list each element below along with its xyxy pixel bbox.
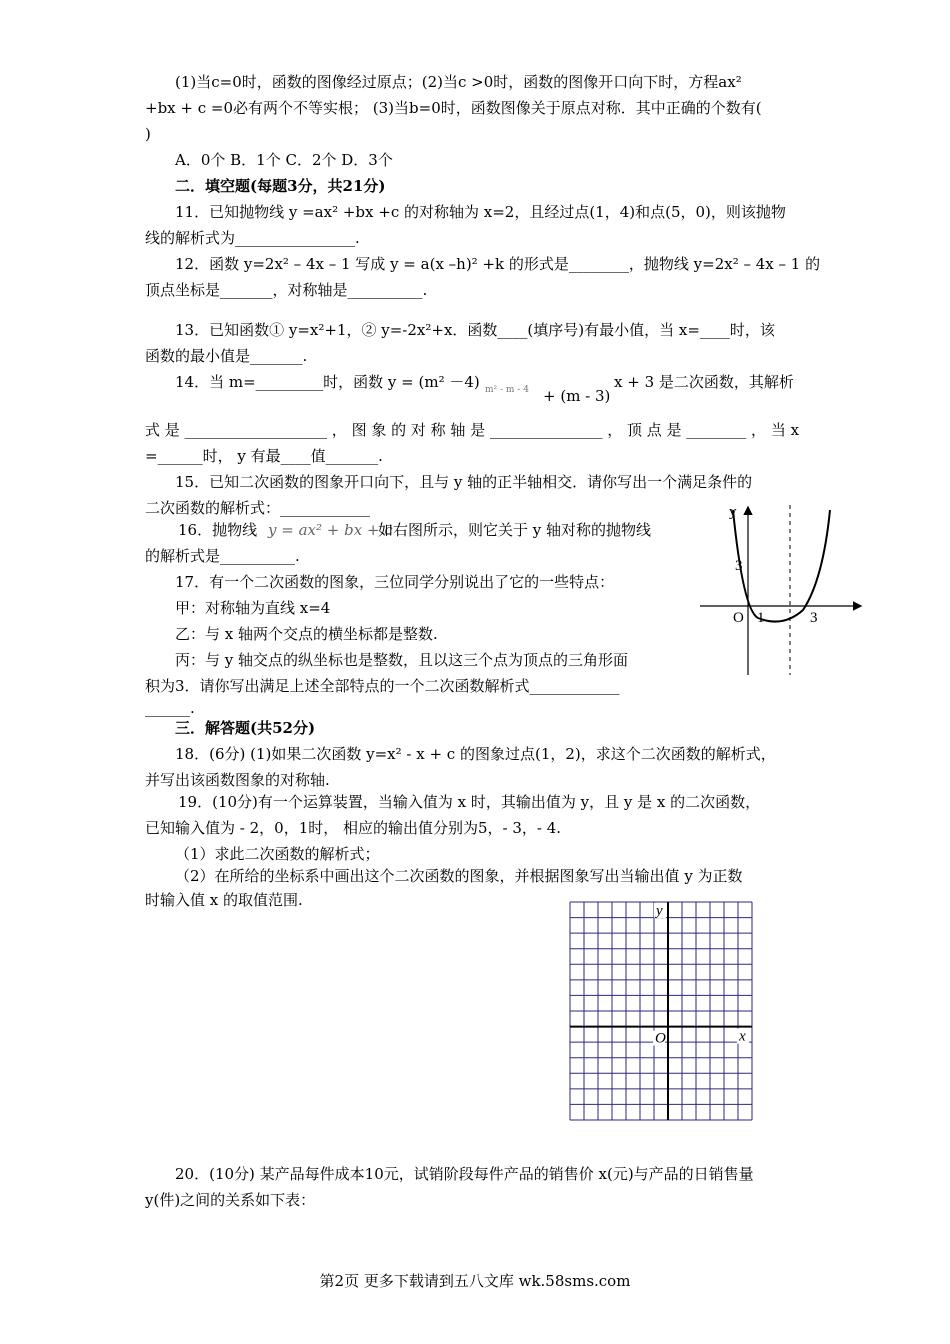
q19-sub2b: 时输入值 x 的取值范围. [145, 891, 303, 909]
q14-line1c: x + 3 是二次函数，其解析 [614, 373, 794, 391]
q14-exponent: m² - m - 4 [485, 385, 529, 395]
q10-options: A．0个 B．1个 C．2个 D．3个 [175, 151, 393, 169]
q14-line1a: 14．当 m=_________时，函数 y = (m² －4) [175, 373, 480, 391]
q12-line1: 12．函数 y=2x² – 4x – 1 写成 y = a(x –h)² +k 的形式是________，抛物线 y=2x² – 4x – 1 的 [175, 255, 821, 273]
q18-line2: 并写出该函数图象的对称轴. [145, 771, 330, 789]
q20-line1: 20．(10分) 某产品每件成本10元，试销阶段每件产品的销售价 x(元)与产品的日销售量 [175, 1165, 754, 1183]
q10-line2: +bx + c =0必有两个不等实根； (3)当b=0时，函数图像关于原点对称．其中正确的个数有( [145, 99, 762, 117]
q16-formula: y = ax² + bx + c [268, 521, 393, 539]
coordinate-grid [568, 900, 756, 1124]
q19-sub1: （1）求此二次函数的解析式； [175, 845, 380, 863]
q16-parabola-figure [695, 500, 870, 680]
q15-line2: 二次函数的解析式：____________ [145, 499, 371, 517]
fig-one-label: 1 [757, 610, 765, 626]
q19-line1: 19．(10分)有一个运算装置，当输入值为 x 时，其输出值为 y，且 y 是 x 的二次函数， [178, 793, 761, 811]
q12-line2: 顶点坐标是_______，对称轴是__________. [145, 281, 428, 299]
q14-line1b: + (m - 3) [543, 387, 611, 405]
q17-yi: 乙：与 x 轴两个交点的横坐标都是整数. [175, 625, 438, 643]
fig-o-label: O [733, 610, 744, 626]
q14-line3: =______时， y 有最____值_______. [145, 447, 383, 465]
q17-bing3: ______. [145, 699, 195, 717]
q18-line1: 18．(6分) (1)如果二次函数 y=x² - x + c 的图象过点(1，2)，求这个二次函数的解析式， [175, 745, 776, 763]
q17-line1: 17．有一个二次函数的图象，三位同学分别说出了它的一些特点： [175, 573, 615, 591]
grid-y-label: y [656, 903, 663, 919]
q20-line2: y(件)之间的关系如下表： [145, 1191, 316, 1209]
grid-o-label: O [655, 1030, 666, 1047]
q11-line1: 11．已知抛物线 y =ax² +bx +c 的对称轴为 x=2，且经过点(1，4)和点(5，0)，则该抛物 [175, 203, 786, 221]
q16-line1a: 16．抛物线 [178, 521, 258, 539]
q11-line2: 线的解析式为________________. [145, 229, 360, 247]
q17-jia: 甲：对称轴为直线 x=4 [175, 599, 331, 617]
q16-line1b: 如右图所示，则它关于 y 轴对称的抛物线 [378, 521, 652, 539]
q17-bing1: 丙：与 y 轴交点的纵坐标也是整数，且以这三个点为顶点的三角形面 [175, 651, 629, 669]
q17-bing2: 积为3．请你写出满足上述全部特点的一个二次函数解析式____________ [145, 677, 620, 695]
q16-line2: 的解析式是__________. [145, 547, 300, 565]
grid-x-label: x [739, 1028, 746, 1045]
q10-line1: (1)当c=0时，函数的图像经过原点；(2)当c >0时，函数的图像开口向下时，方程ax² [175, 73, 742, 91]
section3-title: 三．解答题(共52分) [175, 719, 316, 737]
page-footer: 第2页 更多下载请到五八文库 wk.58sms.com [319, 1272, 631, 1290]
q10-line3: ) [145, 125, 151, 143]
fig-three-label: 3 [735, 558, 743, 574]
q19-line2: 已知输入值为 - 2，0，1时， 相应的输出值分别为5，- 3，- 4. [145, 819, 562, 837]
q15-line1: 15．已知二次函数的图象开口向下，且与 y 轴的正半轴相交．请你写出一个满足条件的 [175, 473, 753, 491]
fig-y-label: y [729, 504, 737, 520]
q13-line2: 函数的最小值是_______. [145, 347, 308, 365]
q19-sub2a: （2）在所给的坐标系中画出这个二次函数的图象，并根据图象写出当输出值 y 为正数 [175, 867, 743, 885]
q14-line2: 式 是 ___________________ ， 图 象 的 对 称 轴 是 _______________ ， 顶 点 是 ________ ， 当 x [145, 421, 800, 439]
section2-title: 二．填空题(每题3分，共21分) [175, 177, 386, 195]
q13-line1: 13．已知函数① y=x²+1，② y=-2x²+x．函数____(填序号)有最小值，当 x=____时，该 [175, 321, 775, 339]
fig-x3-label: 3 [810, 610, 818, 626]
